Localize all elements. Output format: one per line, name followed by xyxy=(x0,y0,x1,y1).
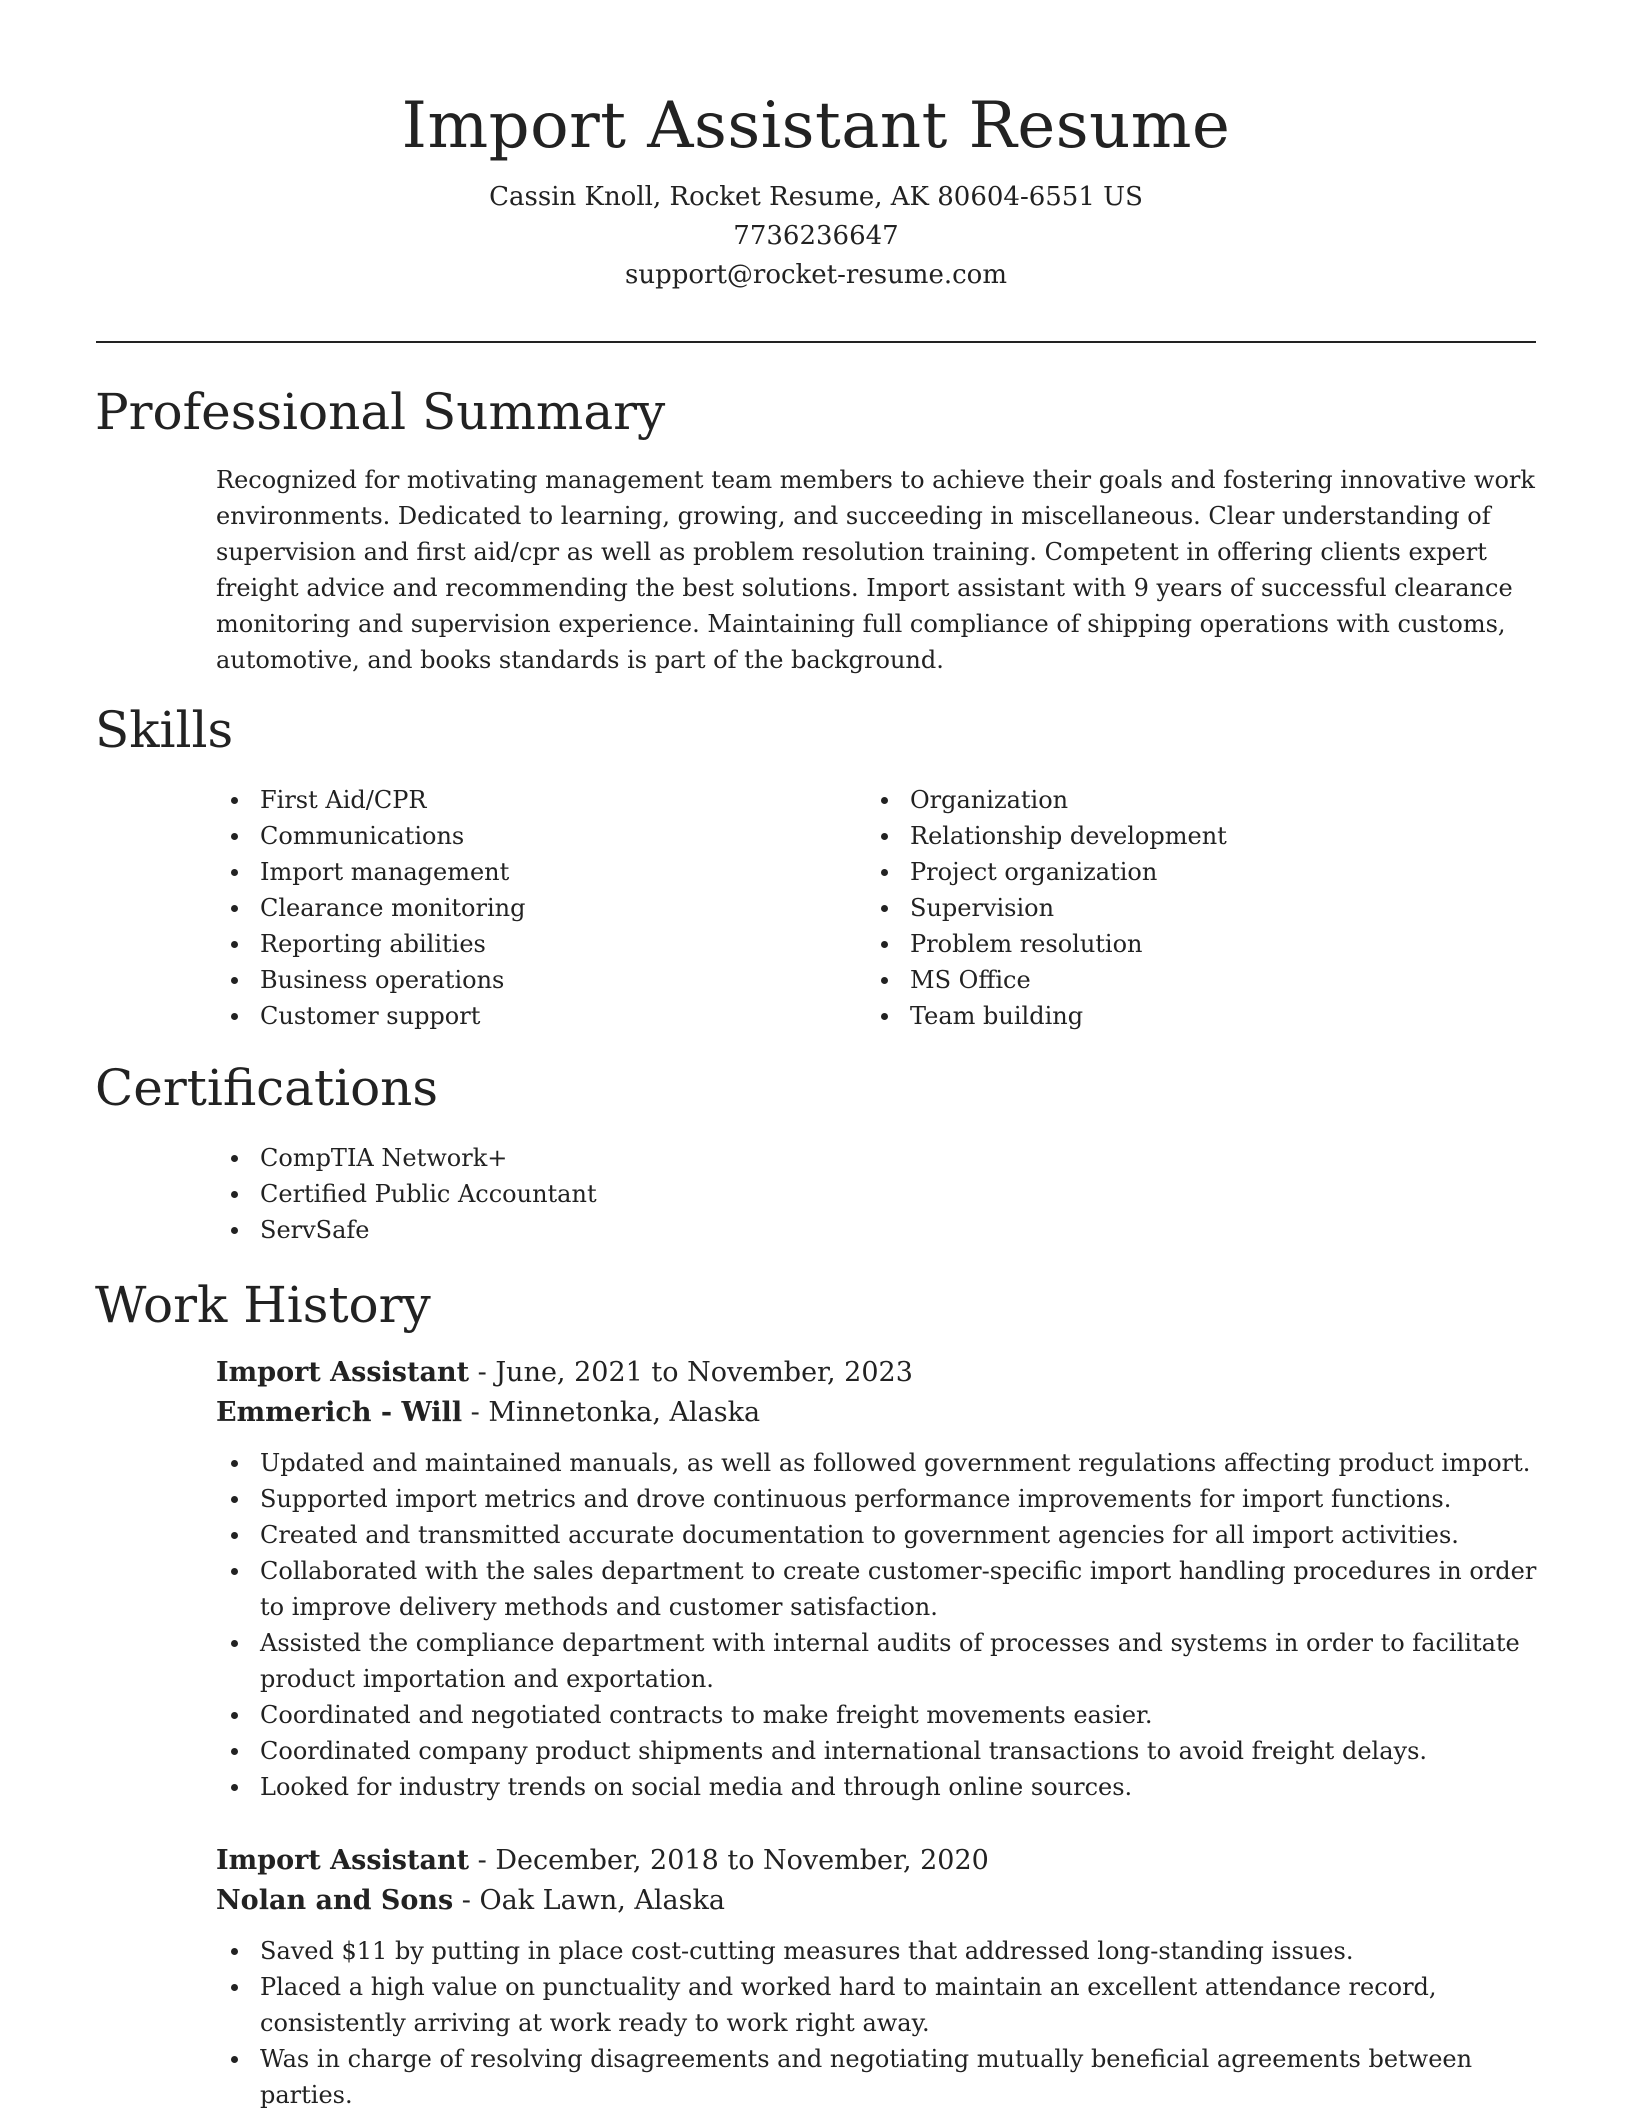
contact-address: Cassin Knoll, Rocket Resume, AK 80604-6551 US xyxy=(489,182,1143,212)
contact-email: support@rocket-resume.com xyxy=(624,260,1007,290)
skill-item: Clearance monitoring xyxy=(216,890,816,926)
skill-item: Reporting abilities xyxy=(216,926,816,962)
skill-item: Problem resolution xyxy=(866,926,1516,962)
job-duty: Coordinated and negotiated contracts to make freight movements easier. xyxy=(216,1697,1546,1733)
skill-item: Project organization xyxy=(866,854,1516,890)
job-duty: Collaborated with the sales department to create customer-specific import handling procedures in order to improve delivery methods and customer satisfaction. xyxy=(216,1553,1546,1625)
job-location: - Minnetonka, Alaska xyxy=(462,1397,761,1428)
job-company-line xyxy=(216,1881,1546,1921)
job-location: - Oak Lawn, Alaska xyxy=(453,1885,725,1916)
job-entry xyxy=(216,1353,1546,1805)
header-divider xyxy=(96,341,1536,343)
job-entry xyxy=(216,1841,1546,2113)
certifications-list xyxy=(216,1140,597,1248)
skill-item: Import management xyxy=(216,854,816,890)
certification-item: CompTIA Network+ xyxy=(216,1140,597,1176)
certifications-heading: Certifications xyxy=(95,1059,439,1117)
job-dates: - December, 2018 to November, 2020 xyxy=(469,1845,989,1876)
job-duties-list xyxy=(216,1933,1546,2113)
skills-heading: Skills xyxy=(95,701,234,759)
skills-right-list xyxy=(866,782,1516,1034)
skills-right-column xyxy=(866,782,1516,1034)
job-company: Nolan and Sons xyxy=(216,1885,454,1916)
certifications-block xyxy=(216,1140,597,1248)
job-duty: Looked for industry trends on social media and through online sources. xyxy=(216,1769,1546,1805)
job-duty: Saved $11 by putting in place cost-cutting measures that addressed long-standing issues. xyxy=(216,1933,1546,1969)
job-duty: Created and transmitted accurate documentation to government agencies for all import activities. xyxy=(216,1517,1546,1553)
job-company: Emmerich - Will xyxy=(216,1397,463,1428)
job-duties-list xyxy=(216,1445,1546,1805)
skill-item: Organization xyxy=(866,782,1516,818)
job-duty: Was in charge of resolving disagreements and negotiating mutually beneficial agreements between parties. xyxy=(216,2041,1546,2113)
job-title-line xyxy=(216,1353,1546,1393)
job-duty: Assisted the compliance department with internal audits of processes and systems in order to facilitate product importation and exportation. xyxy=(216,1625,1546,1697)
skill-item: Business operations xyxy=(216,962,816,998)
job-duty: Updated and maintained manuals, as well as followed government regulations affecting product import. xyxy=(216,1445,1546,1481)
contact-phone: 7736236647 xyxy=(733,221,899,251)
skills-left-column xyxy=(216,782,816,1034)
summary-heading: Professional Summary xyxy=(95,383,666,441)
contact-info xyxy=(0,178,1632,295)
certification-item: Certified Public Accountant xyxy=(216,1176,597,1212)
page-title: Import Assistant Resume xyxy=(401,89,1231,163)
job-duty: Supported import metrics and drove continuous performance improvements for import functions. xyxy=(216,1481,1546,1517)
job-duty: Coordinated company product shipments and international transactions to avoid freight delays. xyxy=(216,1733,1546,1769)
skills-left-list xyxy=(216,782,816,1034)
job-title-line xyxy=(216,1841,1546,1881)
job-company-line xyxy=(216,1393,1546,1433)
job-dates: - June, 2021 to November, 2023 xyxy=(469,1357,913,1388)
skill-item: Team building xyxy=(866,998,1516,1034)
job-title: Import Assistant xyxy=(216,1845,470,1876)
summary-text: Recognized for motivating management team members to achieve their goals and fostering innovative work environments. Dedicated to learning, growing, and succeeding in miscellaneous. Clear understanding of supervision and first aid/cpr as well as problem resolution training. Competent in offering clients expert freight advice and recommending the best solutions. Import assistant with 9 years of successful clearance monitoring and supervision experience. Maintaining full compliance of shipping operations with customs, automotive, and books standards is part of the background. xyxy=(216,466,1535,674)
resume-header xyxy=(0,0,1632,295)
job-title: Import Assistant xyxy=(216,1357,470,1388)
certification-item: ServSafe xyxy=(216,1212,597,1248)
skill-item: Customer support xyxy=(216,998,816,1034)
skill-item: MS Office xyxy=(866,962,1516,998)
skill-item: Communications xyxy=(216,818,816,854)
job-duty: Placed a high value on punctuality and worked hard to maintain an excellent attendance record, consistently arriving at work ready to work right away. xyxy=(216,1969,1546,2041)
skill-item: Relationship development xyxy=(866,818,1516,854)
skill-item: First Aid/CPR xyxy=(216,782,816,818)
skill-item: Supervision xyxy=(866,890,1516,926)
work-history-heading: Work History xyxy=(95,1276,431,1334)
